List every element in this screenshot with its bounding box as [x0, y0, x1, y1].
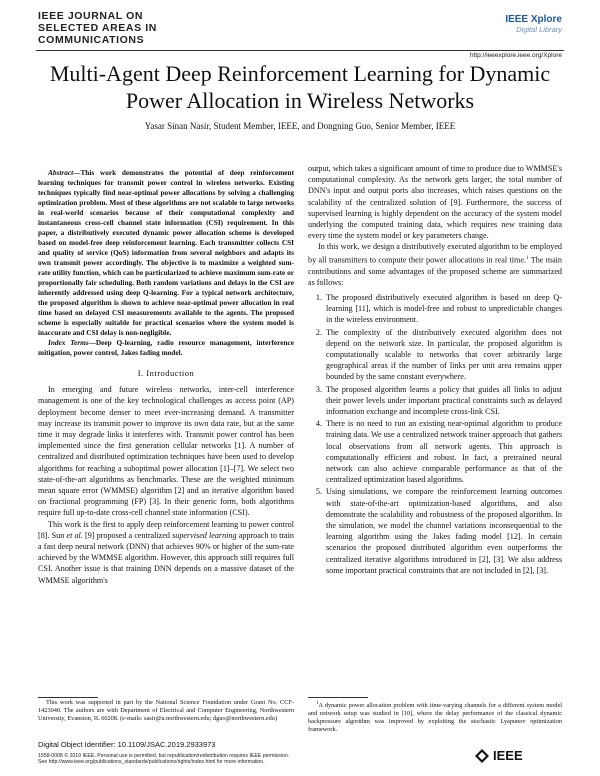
xplore-brand: IEEE Xplore	[505, 14, 562, 25]
abstract	[38, 168, 294, 338]
paper-authors: Yasar Sinan Nasir, Student Member, IEEE, and Dongning Guo, Senior Member, IEEE	[144, 121, 456, 131]
index-terms-text: —Deep Q-learning, radio resource management, interference mitigation, power control, Jakes fading model.	[38, 338, 294, 357]
ieee-xplore-logo	[505, 14, 562, 34]
p2-etal: et al.	[66, 530, 83, 540]
contributions-list	[308, 292, 562, 576]
journal-line-2: SELECTED AREAS IN	[38, 22, 157, 34]
copyright-line-1: 1558-0008 © 2019 IEEE. Personal use is permitted, but republication/redistribution requires IEEE permission.	[38, 753, 290, 759]
ieee-diamond-icon	[475, 749, 489, 763]
index-terms	[38, 338, 294, 358]
ieee-logo-text: IEEE	[493, 748, 523, 763]
ieee-logo	[475, 748, 523, 763]
header-rule	[36, 50, 564, 51]
footnote-1-marker: 1	[316, 701, 319, 706]
contribution-item: 3. The proposed algorithm learns a policy that guides all links to adjust their power levels under important practical constraints such as delayed information exchange and incomplete cross-link CSI.	[324, 384, 562, 418]
section-heading-introduction: I. Introduction	[137, 368, 195, 378]
funding-footnote	[38, 699, 294, 723]
doi-line[interactable]: Digital Object Identifier: 10.1109/JSAC.2019.2933973	[38, 740, 216, 749]
copyright-notice	[38, 753, 368, 765]
p4-part-b: The main contributions and some advantages of the proposed scheme are summarized as follows:	[308, 255, 562, 287]
p2-part-b: [9] proposed a centralized	[82, 530, 173, 540]
p2-supervised-learning: supervised learning	[172, 530, 237, 540]
funding-text: This work was supported in part by the National Science Foundation under Grant No. CCF-1423040. The authors are with Department of Electrical and Computer Engineering, Northwestern University, Evanston, IL 60208. (e-mails: sasir@u.northwestern.edu; dguo@northwestern.edu)	[38, 699, 294, 722]
contribution-item: 5. Using simulations, we compare the reinforcement learning outcomes with state-of-the-art optimization-based algorithms, and also demonstrate the scalability and robustness of the proposed algorithm. In the simulation, we model the channel variations inconsequential to the learning algorithm using the Jakes fading model [12]. In certain scenarios the proposed distributed algorithm even outperforms the centralized iterative algorithms introduced in [2], [3]. We also address some important practical constraints that are not included in [2], [3].	[324, 486, 562, 576]
footnote-ref-1[interactable]: 1	[526, 255, 529, 261]
p2-part-c: approach to train a fast deep neural network (DNN) that achieves 90% or higher of the sum-rate achieved by the WMMSE algorithm. However, this approach still requires full CSI. Another issue is that training DNN depends on a massive dataset of the WMMSE algorithm's	[38, 530, 294, 585]
intro-paragraph-3: output, which takes a significant amount of time to produce due to WMMSE's computational complexity. As the network gets larger, the total number of DNN's input and output ports also increases, which raises questions on the scalability of the centralized solution of [9]. Furthermore, the success of supervised learning is highly dependent on the accuracy of the system model underlying the computed training data, which requires new training data every time the system model or key parameters change.	[308, 164, 562, 241]
contribution-item: 4. There is no need to run an existing near-optimal algorithm to produce training data. We use a centralized network trainer approach that gathers local observations from all network agents. This approach is computationally efficient and robust. In fact, a pretrained neural network can also achieve comparable performance as that of the centralized optimization based algorithms.	[324, 418, 562, 485]
footnote-rule-left	[38, 697, 98, 698]
p4-part-a: In this work, we design a distributively executed algorithm to be employed by all transmitters to compute their power allocations in real time.	[308, 242, 562, 265]
abstract-label: Abstract	[48, 168, 74, 177]
journal-line-1: IEEE JOURNAL ON	[38, 10, 144, 22]
intro-paragraph-2	[38, 519, 294, 586]
footnote-1-text	[308, 700, 562, 734]
footnote-1	[308, 700, 562, 734]
journal-line-3: COMMUNICATIONS	[38, 34, 145, 46]
copyright-line-2[interactable]: See http://www.ieee.org/publications_standards/publications/rights/index.html for more information.	[38, 759, 265, 766]
intro-paragraph-4	[308, 241, 562, 288]
intro-paragraph-1: In emerging and future wireless networks, inter-cell interference management is one of the key technological challenges as access point (AP) deployment become denser to meet ever-increasing demand. A transmitter may increase its transmit power to improve its own data rate, but at the same time it may degrade links it interferes with. Transmit power control has been implemented since the first generation cellular networks [1]. A number of centralized and distributed optimization techniques have been used to develop algorithms for reaching a suboptimal power allocation [1]–[7]. We select two state-of-the-art algorithms as benchmarks. These are the weighted minimum mean square error (WMMSE) algorithm [2] and an iterative algorithm based on fractional programming (FP) [3]. In their generic form, both algorithms require full up-to-date cross-cell channel state information (CSI).	[38, 385, 294, 518]
index-terms-label: Index Terms	[48, 338, 89, 347]
contribution-item: 1. The proposed distributively executed algorithm is based on deep Q-learning [11], which is model-free and robust to unpredictable changes in the wireless environment.	[324, 292, 562, 326]
abstract-text: —This work demonstrates the potential of deep reinforcement learning techniques for transmit power control in wireless networks. Existing techniques typically find near-optimal power allocations by solving a challenging optimization problem. Most of these algorithms are not scalable to large networks in real-world scenarios because of their computational complexity and instantaneous cross-cell channel state information (CSI) requirement. In this paper, a distributively executed dynamic power allocation scheme is developed based on model-free deep reinforcement learning. Each transmitter collects CSI and quality of service (QoS) information from several neighbors and adapts its own transmit power accordingly. The objective is to maximize a weighted sum-rate utility function, which can be particularized to achieve maximum sum-rate or proportionally fair scheduling. Both random variations and delays in the CSI are inherently addressed using deep Q-learning. For a typical network architecture, the proposed algorithm is shown to achieve near-optimal power allocation in real time based on delayed CSI measurements available to the agents. The proposed scheme is especially suitable for practical scenarios where the system model is inaccurate and CSI delay is non-negligible.	[38, 168, 294, 337]
right-column	[308, 163, 562, 577]
left-column	[38, 168, 294, 586]
footnote-1-body: A dynamic power allocation problem with time-varying channels for a different system model and network setup was studied in [10], where the delay performance of the classical dynamic backpressure algorithm was improved by exploiting the stochastic Lyapunov optimization framework.	[308, 702, 562, 734]
xplore-url[interactable]: http://ieeexplore.ieee.org/Xplore	[469, 52, 562, 59]
xplore-subtitle: Digital Library	[516, 25, 562, 34]
journal-name	[38, 10, 208, 46]
footnote-rule-right	[308, 697, 368, 698]
paper-title: Multi-Agent Deep Reinforcement Learning for Dynamic Power Allocation in Wireless Networks	[49, 61, 551, 113]
contribution-item: 2. The complexity of the distributively executed algorithm does not depend on the network size. In particular, the proposed algorithm is computationally scalable to networks that cover arbitrarily large geographical areas if the number of links per unit area remains upper bounded by the same constant everywhere.	[324, 327, 562, 383]
p2-part-a: This work is the first to apply deep reinforcement learning to power control [8]. Sun	[38, 519, 294, 540]
